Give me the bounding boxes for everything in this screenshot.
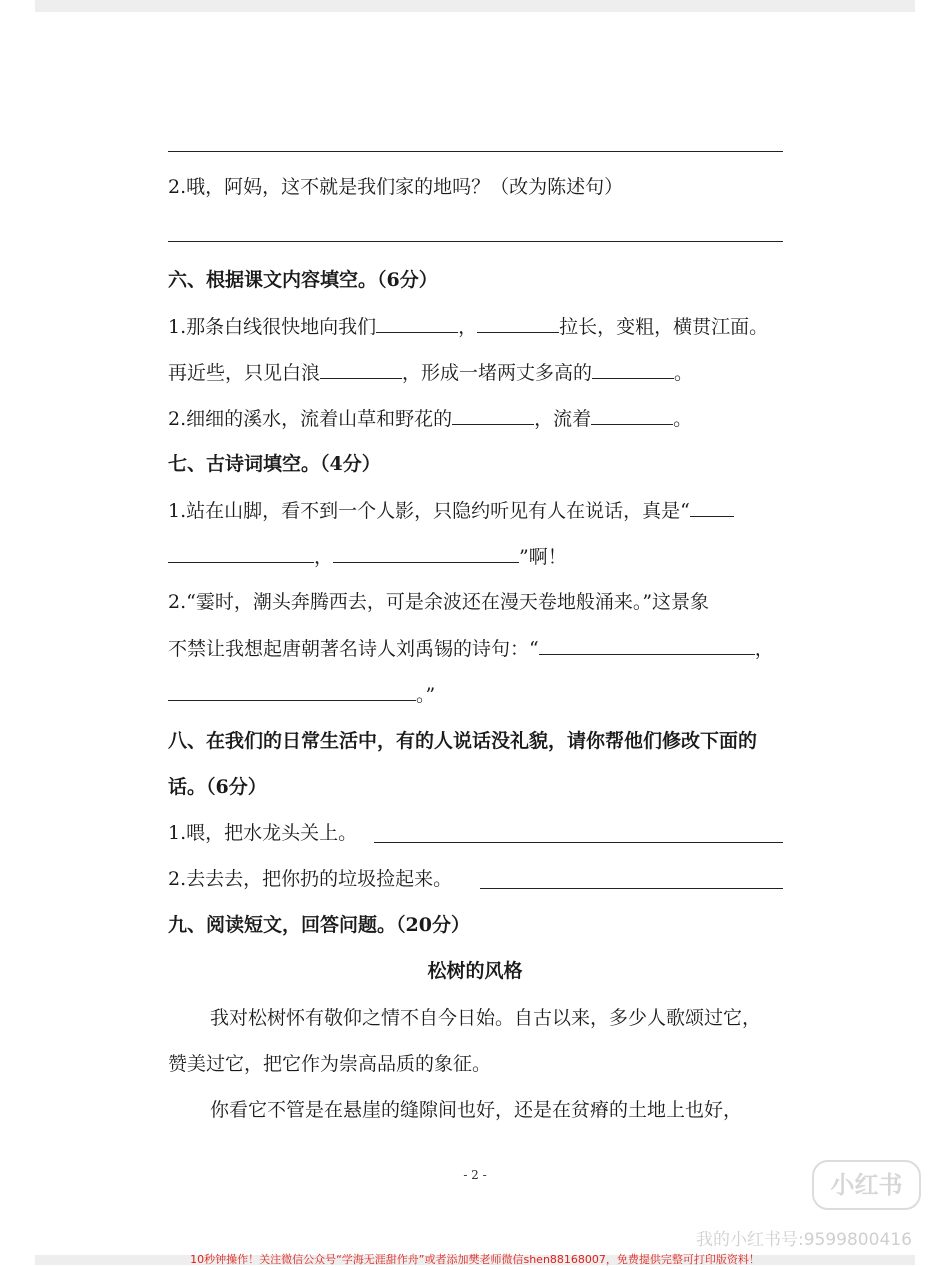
sec7-q2-line2 bbox=[168, 636, 774, 661]
fill-blank[interactable] bbox=[477, 314, 559, 333]
top-border bbox=[35, 0, 915, 12]
answer-line[interactable] bbox=[480, 888, 783, 889]
passage-p2-line1: 你看它不管是在悬崖的缝隙间也好，还是在贫瘠的土地上也好， bbox=[210, 1099, 743, 1121]
sec6-q1-text-e: ，形成一堵两丈多高的 bbox=[402, 362, 593, 384]
page-number: - 2 - bbox=[463, 1168, 487, 1182]
sec8-q2: 2.去去去，把你扔的垃圾捡起来。 bbox=[168, 868, 453, 890]
sec7-q2-text-b: 不禁让我想起唐朝著名诗人刘禹锡的诗句：“ bbox=[168, 638, 539, 660]
section-8-heading-line2: 话。（6分） bbox=[168, 776, 267, 798]
sec6-q2-line bbox=[168, 406, 692, 431]
sec6-q2-text-b: ，流着 bbox=[534, 408, 592, 430]
q5-2-prompt: 2.哦，阿妈，这不就是我们家的地吗？（改为陈述句） bbox=[168, 176, 624, 198]
sec7-q2-text-c: ， bbox=[754, 638, 774, 660]
section-9-heading: 九、阅读短文，回答问题。（20分） bbox=[168, 914, 470, 936]
sec7-q2-line1: 2.“霎时，潮头奔腾西去，可是余波还在漫天卷地般涌来。”这景象 bbox=[168, 591, 710, 613]
fill-blank[interactable] bbox=[168, 544, 314, 563]
sec6-q1-text-b: ， bbox=[458, 316, 478, 338]
sec6-q2-text-a: 2.细细的溪水，流着山草和野花的 bbox=[168, 408, 453, 430]
fill-blank[interactable] bbox=[333, 544, 519, 563]
sec7-q1-line2 bbox=[168, 544, 567, 569]
answer-line[interactable] bbox=[168, 241, 783, 242]
answer-line[interactable] bbox=[374, 842, 783, 843]
fill-blank[interactable] bbox=[376, 314, 458, 333]
fill-blank[interactable] bbox=[168, 682, 416, 701]
fill-blank[interactable] bbox=[690, 498, 734, 517]
fill-blank[interactable] bbox=[591, 406, 673, 425]
sec7-q1-line1 bbox=[168, 498, 734, 523]
sec8-q1: 1.喂，把水龙头关上。 bbox=[168, 822, 358, 844]
xiaohongshu-logo: 小红书 bbox=[812, 1160, 921, 1210]
sec7-q2-line3 bbox=[168, 682, 435, 707]
sec6-q1-text-f: 。 bbox=[674, 362, 694, 384]
promo-banner: 10秒钟操作！关注微信公众号“学海无涯甜作舟”或者添加樊老师微信shen88168007，免费提供完整可打印版资料！ bbox=[190, 1253, 760, 1266]
passage-p1-line2: 赞美过它，把它作为崇高品质的象征。 bbox=[168, 1053, 492, 1075]
sec6-q2-text-c: 。 bbox=[673, 408, 693, 430]
sec6-q1-text-d: 再近些，只见白浪 bbox=[168, 362, 321, 384]
watermark: 我的小红书号:9599800416 bbox=[696, 1230, 912, 1250]
section-6-heading: 六、根据课文内容填空。（6分） bbox=[168, 269, 438, 291]
sec6-q1-text-a: 1.那条白线很快地向我们 bbox=[168, 316, 377, 338]
section-8-heading-line1: 八、在我们的日常生活中，有的人说话没礼貌，请你帮他们修改下面的 bbox=[168, 730, 758, 752]
passage-title: 松树的风格 bbox=[427, 960, 523, 982]
sec6-q1-line1 bbox=[168, 314, 768, 339]
fill-blank[interactable] bbox=[539, 636, 755, 655]
fill-blank[interactable] bbox=[452, 406, 534, 425]
fill-blank[interactable] bbox=[592, 360, 674, 379]
sec6-q1-text-c: 拉长，变粗，横贯江面。 bbox=[559, 316, 769, 338]
sec7-q1-text-c: ”啊！ bbox=[519, 546, 567, 568]
fill-blank[interactable] bbox=[320, 360, 402, 379]
passage-p1-line1: 我对松树怀有敬仰之情不自今日始。自古以来，多少人歌颂过它， bbox=[210, 1007, 762, 1029]
sec7-q2-text-d: 。” bbox=[416, 684, 436, 706]
sec7-q1-text-b: ， bbox=[314, 546, 334, 568]
sec6-q1-line2 bbox=[168, 360, 693, 385]
sec7-q1-text-a: 1.站在山脚，看不到一个人影，只隐约听见有人在说话，真是“ bbox=[168, 500, 690, 522]
answer-line[interactable] bbox=[168, 151, 783, 152]
section-7-heading: 七、古诗词填空。（4分） bbox=[168, 453, 381, 475]
